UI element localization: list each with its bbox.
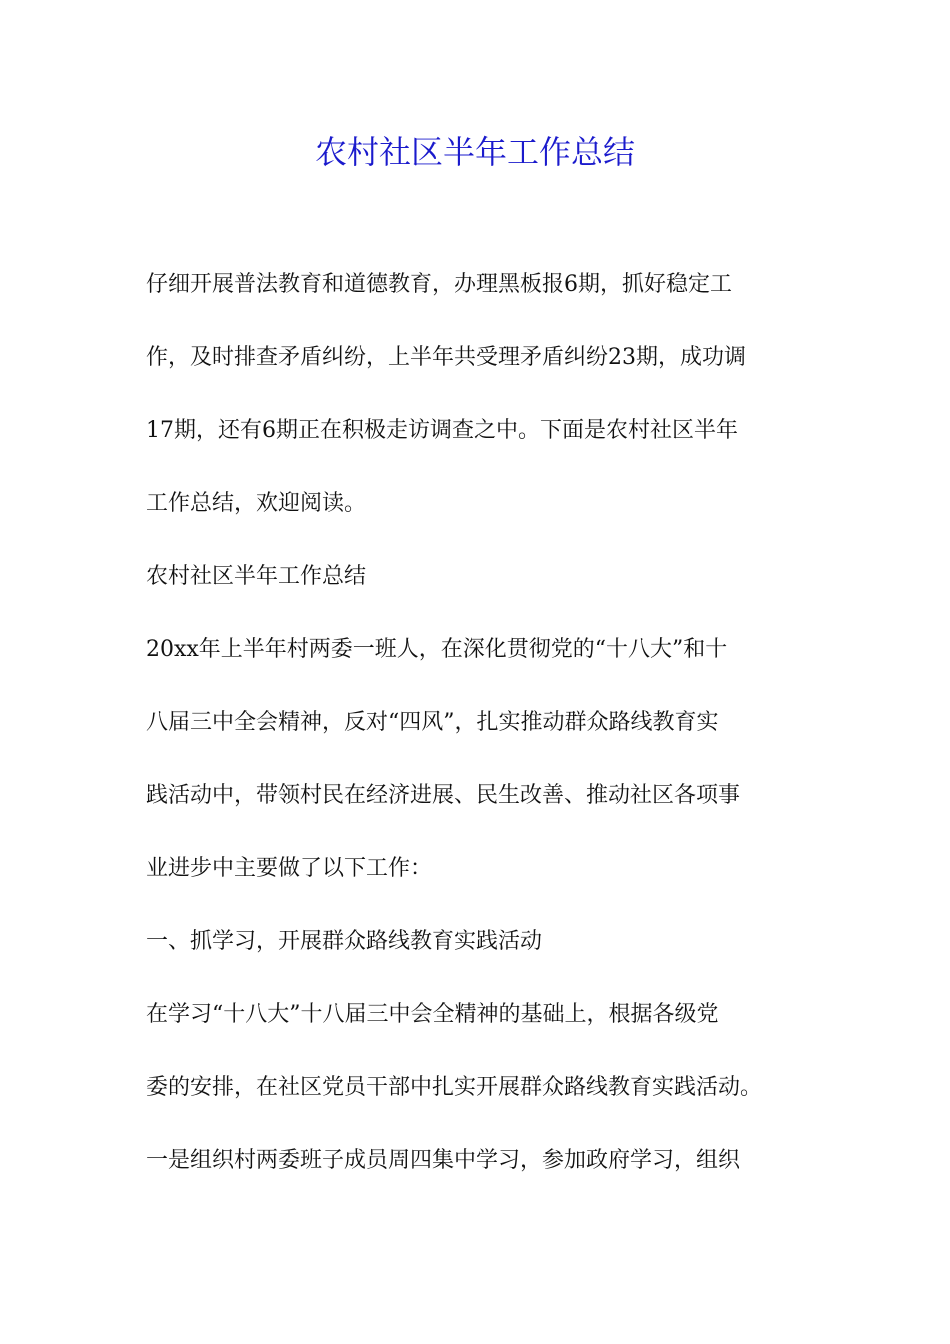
body-line: 业进步中主要做了以下工作： xyxy=(146,856,433,881)
document-body xyxy=(146,256,816,1205)
body-line: 八届三中全会精神，反对“四风”，扎实推动群众路线教育实 xyxy=(146,710,719,735)
body-line: 20xx年上半年村两委一班人，在深化贯彻党的“十八大”和十 xyxy=(146,637,728,662)
document-title: 农村社区半年工作总结 xyxy=(314,133,635,171)
body-line: 工作总结，欢迎阅读。 xyxy=(146,491,367,516)
body-line: 在学习“十八大”十八届三中会全精神的基础上，根据各级党 xyxy=(146,1002,719,1027)
body-line: 作，及时排查矛盾纠纷，上半年共受理矛盾纠纷23期，成功调 xyxy=(146,345,746,370)
section-heading: 一、抓学习，开展群众路线教育实践活动 xyxy=(146,929,543,954)
body-line: 践活动中，带领村民在经济进展、民生改善、推动社区各项事 xyxy=(146,783,741,808)
body-line: 一是组织村两委班子成员周四集中学习，参加政府学习，组织 xyxy=(146,1148,741,1173)
section-title: 农村社区半年工作总结 xyxy=(146,564,367,589)
body-line: 委的安排，在社区党员干部中扎实开展群众路线教育实践活动。 xyxy=(146,1075,763,1100)
body-line: 仔细开展普法教育和道德教育，办理黑板报6期，抓好稳定工 xyxy=(146,272,732,297)
body-line: 17期，还有6期正在积极走访调查之中。下面是农村社区半年 xyxy=(146,418,738,443)
